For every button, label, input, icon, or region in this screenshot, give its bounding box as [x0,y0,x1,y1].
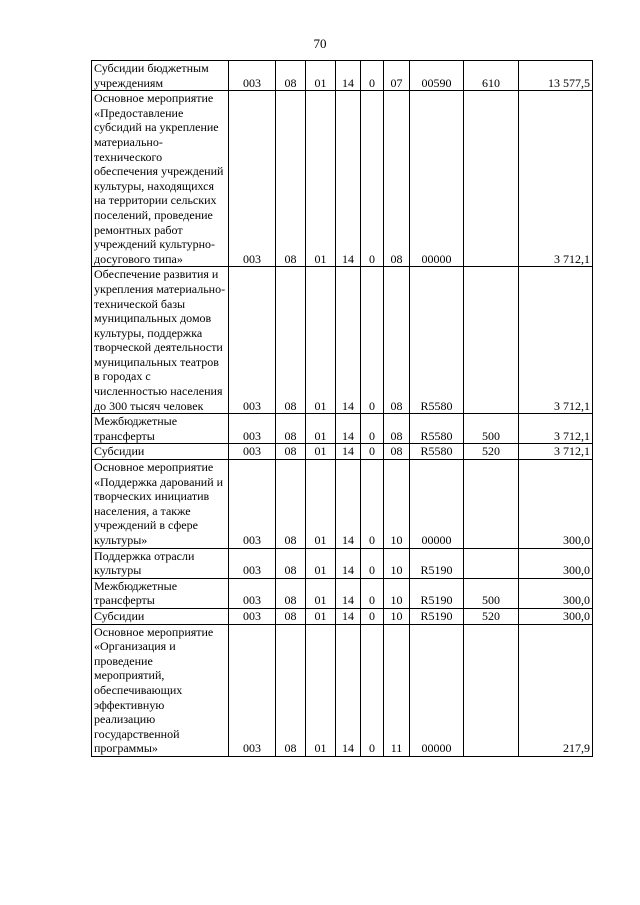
ministry-code-cell: 003 [229,460,276,549]
subprogram-code-cell: 0 [361,548,384,578]
table-row [92,61,593,91]
section-code-cell: 08 [276,608,306,624]
row-name-cell: Субсидии бюджетным учреждениям [92,61,229,91]
row-name-cell: Основное мероприятие «Предоставление субсидий на укрепление материально-технического обеспечения учреждений культуры, находящихся на территории сельских поселений, проведение ремонтных работ учреждений культурно-досугового типа» [92,91,229,267]
program-code-cell: 14 [336,578,361,608]
subprogram-code-cell: 0 [361,608,384,624]
activity-code-cell: 08 [384,267,410,414]
program-code-cell: 14 [336,548,361,578]
ministry-code-cell: 003 [229,444,276,460]
direction-code-cell: R5580 [410,414,464,444]
row-name-cell: Основное мероприятие «Поддержка дарований и творческих инициатив населения, а также учреждений в сфере культуры» [92,460,229,549]
activity-code-cell: 10 [384,460,410,549]
subsection-code-cell: 01 [306,578,336,608]
amount-cell: 3 712,1 [519,444,593,460]
subsection-code-cell: 01 [306,548,336,578]
direction-code-cell: 00000 [410,624,464,756]
direction-code-cell: 00590 [410,61,464,91]
subprogram-code-cell: 0 [361,460,384,549]
ministry-code-cell: 003 [229,548,276,578]
page-number: 70 [313,36,327,51]
ministry-code-cell: 003 [229,91,276,267]
program-code-cell: 14 [336,444,361,460]
subsection-code-cell: 01 [306,91,336,267]
section-code-cell: 08 [276,460,306,549]
ministry-code-cell: 003 [229,608,276,624]
subsection-code-cell: 01 [306,61,336,91]
amount-cell: 217,9 [519,624,593,756]
row-name-cell: Межбюджетные трансферты [92,578,229,608]
program-code-cell: 14 [336,608,361,624]
table-row [92,624,593,756]
expense-type-cell: 520 [464,608,519,624]
direction-code-cell: R5190 [410,548,464,578]
subprogram-code-cell: 0 [361,444,384,460]
table-row [92,414,593,444]
program-code-cell: 14 [336,91,361,267]
direction-code-cell: 00000 [410,460,464,549]
amount-cell: 300,0 [519,548,593,578]
activity-code-cell: 11 [384,624,410,756]
activity-code-cell: 08 [384,444,410,460]
ministry-code-cell: 003 [229,414,276,444]
activity-code-cell: 10 [384,578,410,608]
expense-type-cell [464,548,519,578]
expense-type-cell: 610 [464,61,519,91]
table-row [92,460,593,549]
subprogram-code-cell: 0 [361,267,384,414]
program-code-cell: 14 [336,267,361,414]
program-code-cell: 14 [336,624,361,756]
row-name-cell: Субсидии [92,444,229,460]
activity-code-cell: 10 [384,548,410,578]
subsection-code-cell: 01 [306,460,336,549]
subsection-code-cell: 01 [306,267,336,414]
amount-cell: 300,0 [519,578,593,608]
table-row [92,91,593,267]
program-code-cell: 14 [336,460,361,549]
amount-cell: 3 712,1 [519,91,593,267]
expense-type-cell: 520 [464,444,519,460]
row-name-cell: Обеспечение развития и укрепления материально-технической базы муниципальных домов культуры, поддержка творческой деятельности муниципальных театров в городах с численностью населения до 300 тысяч человек [92,267,229,414]
subsection-code-cell: 01 [306,444,336,460]
section-code-cell: 08 [276,548,306,578]
direction-code-cell: 00000 [410,91,464,267]
activity-code-cell: 08 [384,91,410,267]
expense-type-cell: 500 [464,414,519,444]
expense-type-cell: 500 [464,578,519,608]
expense-type-cell [464,624,519,756]
section-code-cell: 08 [276,91,306,267]
expense-type-cell [464,460,519,549]
activity-code-cell: 08 [384,414,410,444]
direction-code-cell: R5580 [410,444,464,460]
subsection-code-cell: 01 [306,624,336,756]
subprogram-code-cell: 0 [361,414,384,444]
ministry-code-cell: 003 [229,267,276,414]
table-row [92,548,593,578]
activity-code-cell: 07 [384,61,410,91]
amount-cell: 13 577,5 [519,61,593,91]
activity-code-cell: 10 [384,608,410,624]
section-code-cell: 08 [276,444,306,460]
subprogram-code-cell: 0 [361,578,384,608]
section-code-cell: 08 [276,624,306,756]
ministry-code-cell: 003 [229,61,276,91]
amount-cell: 3 712,1 [519,414,593,444]
row-name-cell: Межбюджетные трансферты [92,414,229,444]
ministry-code-cell: 003 [229,578,276,608]
section-code-cell: 08 [276,61,306,91]
direction-code-cell: R5190 [410,608,464,624]
section-code-cell: 08 [276,578,306,608]
row-name-cell: Субсидии [92,608,229,624]
direction-code-cell: R5580 [410,267,464,414]
row-name-cell: Поддержка отрасли культуры [92,548,229,578]
subprogram-code-cell: 0 [361,61,384,91]
program-code-cell: 14 [336,61,361,91]
budget-table [91,60,593,757]
ministry-code-cell: 003 [229,624,276,756]
row-name-cell: Основное мероприятие «Организация и проведение мероприятий, обеспечивающих эффективную реализацию государственной программы» [92,624,229,756]
section-code-cell: 08 [276,267,306,414]
expense-type-cell [464,267,519,414]
expense-type-cell [464,91,519,267]
subprogram-code-cell: 0 [361,91,384,267]
table-row [92,608,593,624]
amount-cell: 300,0 [519,608,593,624]
program-code-cell: 14 [336,414,361,444]
direction-code-cell: R5190 [410,578,464,608]
table-row [92,267,593,414]
section-code-cell: 08 [276,414,306,444]
subsection-code-cell: 01 [306,608,336,624]
amount-cell: 300,0 [519,460,593,549]
table-row [92,578,593,608]
subprogram-code-cell: 0 [361,624,384,756]
subsection-code-cell: 01 [306,414,336,444]
table-row [92,444,593,460]
amount-cell: 3 712,1 [519,267,593,414]
table-body [92,61,593,757]
